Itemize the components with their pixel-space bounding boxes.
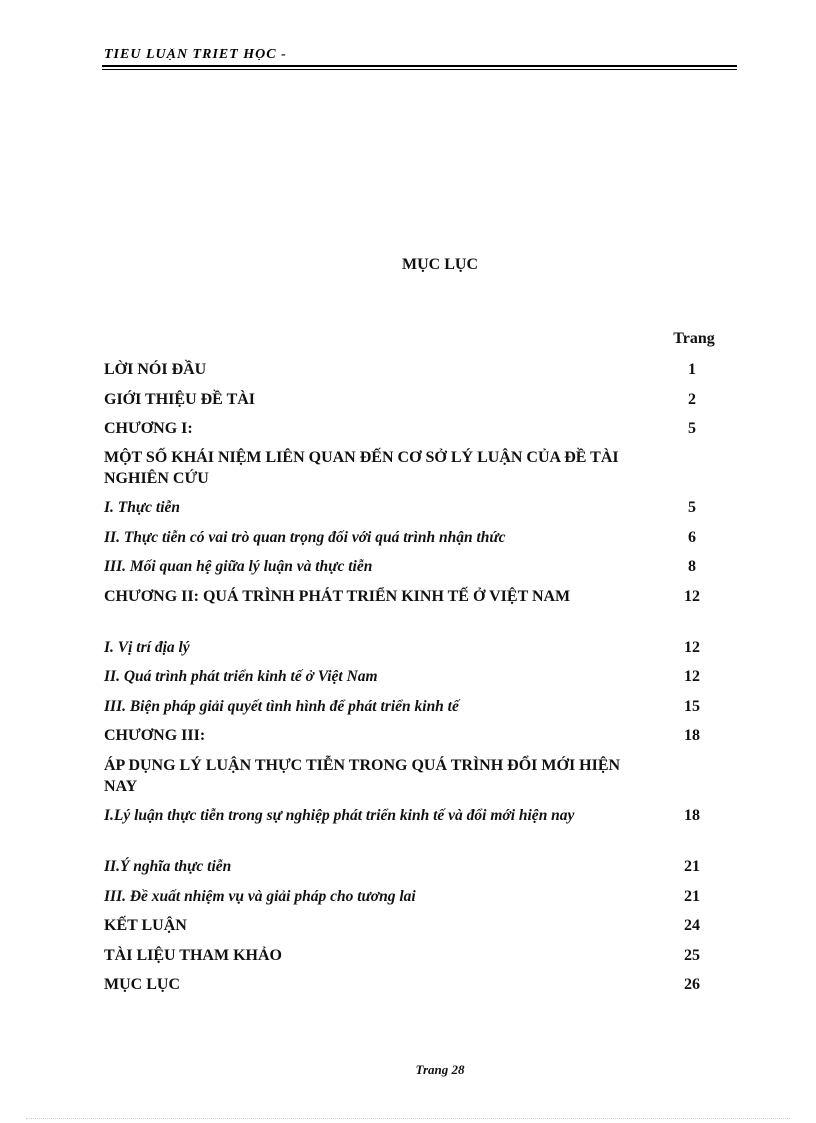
toc-entry-label: TÀI LIỆU THAM KHẢO <box>104 947 282 964</box>
toc-entry-label: KẾT LUẬN <box>104 917 187 934</box>
toc-entry-page: 2 <box>688 391 696 408</box>
toc-entry-label: MỘT SỐ KHÁI NIỆM LIÊN QUAN ĐẾN CƠ SỞ LÝ LUẬN CỦA ĐỀ TÀI NGHIÊN CỨU <box>104 449 619 487</box>
toc-entry-label: III. Biện pháp giải quyết tình hình để phát triển kinh tế <box>104 698 459 715</box>
toc-entry-label: GIỚI THIỆU ĐỀ TÀI <box>104 391 256 408</box>
toc-entry-label: ÁP DỤNG LÝ LUẬN THỰC TIỄN TRONG QUÁ TRÌNH ĐỔI MỚI HIỆN NAY <box>104 757 621 795</box>
toc-entry-label: III. Đề xuất nhiệm vụ và giải pháp cho tương lai <box>104 888 416 905</box>
running-header: TIỂU LUẬN TRIẾT HỌC - <box>104 48 287 60</box>
toc-entry-label: CHƯƠNG III: <box>104 727 206 744</box>
toc-entry-label: II.Ý nghĩa thực tiễn <box>104 858 232 875</box>
toc-entry-page: 12 <box>684 588 700 605</box>
toc-entry-label: CHƯƠNG I: <box>104 420 193 437</box>
toc-entry-page: 25 <box>684 947 700 964</box>
toc-entry-page: 18 <box>684 807 700 824</box>
toc-entry-label: LỜI NÓI ĐẦU <box>104 361 207 378</box>
toc-entry-label: CHƯƠNG II: QUÁ TRÌNH PHÁT TRIỂN KINH TẾ Ở VIỆT NAM <box>104 588 571 605</box>
toc-entry-page: 1 <box>688 361 696 378</box>
page-footer: Trang 28 <box>415 1062 465 1077</box>
header-rule-thin <box>102 69 737 70</box>
toc-entry-page: 8 <box>688 558 696 575</box>
toc-entry-page: 18 <box>684 727 700 744</box>
toc-entry-page: 24 <box>684 917 700 934</box>
toc-entry-page: 6 <box>688 529 696 546</box>
page-column-header: Trang <box>673 330 715 347</box>
toc-entry-page: 21 <box>684 888 700 905</box>
header-rule-thick <box>102 65 737 67</box>
toc-entry-label: III. Mối quan hệ giữa lý luận và thực tiễn <box>104 558 373 575</box>
toc-entry-page: 15 <box>684 698 700 715</box>
toc-entry-page: 5 <box>688 420 696 437</box>
toc-entry-page: 5 <box>688 499 696 516</box>
toc-entry-page: 26 <box>684 976 700 993</box>
toc-title: MỤC LỤC <box>402 256 478 273</box>
page-bottom-dotted-line <box>26 1118 790 1119</box>
toc-entry-page: 12 <box>684 668 700 685</box>
toc-entry-label: I.Lý luận thực tiễn trong sự nghiệp phát triển kinh tế và đổi mới hiện nay <box>104 807 575 824</box>
toc-entry-label: I. Thực tiễn <box>104 499 181 516</box>
toc-entry-page: 12 <box>684 639 700 656</box>
toc-entry-label: II. Quá trình phát triển kinh tế ở Việt Nam <box>104 668 378 685</box>
toc-entry-label: II. Thực tiễn có vai trò quan trọng đối với quá trình nhận thức <box>104 529 506 546</box>
toc-entry-label: I. Vị trí địa lý <box>104 639 190 656</box>
toc-entry-label: MỤC LỤC <box>104 976 180 993</box>
toc-entry-page: 21 <box>684 858 700 875</box>
